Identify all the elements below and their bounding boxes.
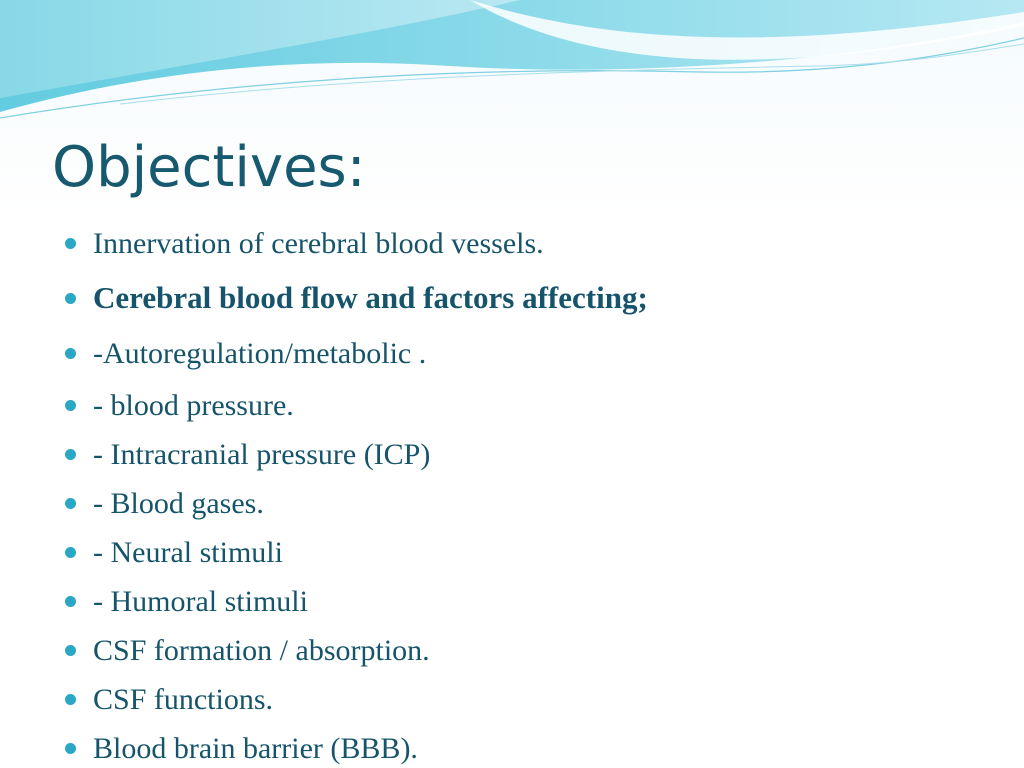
list-item-text: Cerebral blood flow and factors affecting; bbox=[93, 280, 648, 315]
list-item bbox=[62, 274, 1002, 326]
list-item bbox=[62, 476, 1002, 525]
slide-title: Objectives: bbox=[52, 135, 366, 200]
list-item bbox=[62, 427, 1002, 476]
list-item bbox=[62, 326, 1002, 378]
list-item bbox=[62, 574, 1002, 623]
bullet-icon bbox=[65, 238, 76, 249]
bullet-icon bbox=[65, 645, 76, 656]
list-item-text: Innervation of cerebral blood vessels. bbox=[93, 227, 544, 260]
objectives-list bbox=[62, 222, 1002, 768]
wave-header-decoration bbox=[0, 0, 1024, 125]
list-item-text: Blood brain barrier (BBB). bbox=[93, 732, 418, 765]
bullet-icon bbox=[65, 348, 76, 359]
bullet-icon bbox=[65, 293, 76, 304]
list-item-text: - Blood gases. bbox=[93, 487, 264, 520]
list-item-text: - blood pressure. bbox=[93, 389, 294, 422]
list-item bbox=[62, 672, 1002, 721]
bullet-icon bbox=[65, 498, 76, 509]
list-item bbox=[62, 623, 1002, 672]
list-item bbox=[62, 378, 1002, 427]
list-item-text: -Autoregulation/metabolic . bbox=[93, 337, 427, 370]
list-item-text: - Humoral stimuli bbox=[93, 585, 308, 618]
bullet-icon bbox=[65, 449, 76, 460]
list-item-text: CSF functions. bbox=[93, 683, 274, 716]
bullet-icon bbox=[65, 743, 76, 754]
list-item-text: - Neural stimuli bbox=[93, 536, 283, 569]
bullet-icon bbox=[65, 400, 76, 411]
bullet-icon bbox=[65, 596, 76, 607]
bullet-icon bbox=[65, 694, 76, 705]
bullet-icon bbox=[65, 547, 76, 558]
list-item-text: CSF formation / absorption. bbox=[93, 634, 430, 667]
list-item-text: - Intracranial pressure (ICP) bbox=[93, 438, 431, 471]
list-item bbox=[62, 721, 1002, 768]
list-item bbox=[62, 222, 1002, 274]
list-item bbox=[62, 525, 1002, 574]
